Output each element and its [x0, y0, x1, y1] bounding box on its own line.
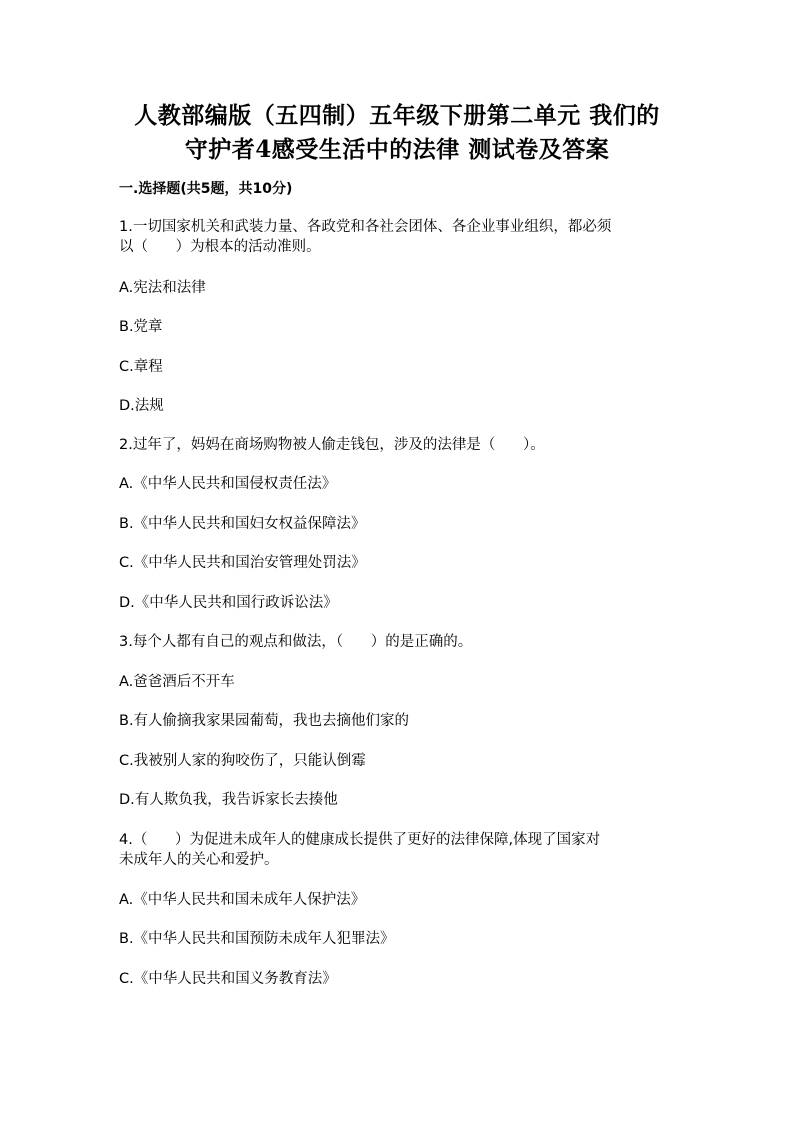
document-title-line-1: 人教部编版（五四制）五年级下册第二单元 我们的 — [134, 102, 660, 129]
question-2-option-a: A.《中华人民共和国侵权责任法》 — [119, 476, 337, 492]
question-3-option-b: B.有人偷摘我家果园葡萄，我也去摘他们家的 — [119, 713, 410, 729]
question-1-option-c: C.章程 — [119, 359, 163, 375]
question-1-stem-line-2: 以（ ）为根本的活动准则。 — [119, 239, 321, 255]
question-4-option-c: C.《中华人民共和国义务教育法》 — [119, 971, 337, 987]
question-4-stem-line-1: 4.（ ）为促进未成年人的健康成长提供了更好的法律保障,体现了国家对 — [119, 832, 601, 848]
question-4-option-b: B.《中华人民共和国预防未成年人犯罪法》 — [119, 931, 395, 947]
question-2-option-b: B.《中华人民共和国妇女权益保障法》 — [119, 516, 366, 532]
question-4-stem-line-2: 未成年人的关心和爱护。 — [119, 852, 279, 868]
question-2-stem-line-1: 2.过年了，妈妈在商场购物被人偷走钱包，涉及的法律是（ ）。 — [119, 437, 545, 453]
question-3-stem-line-1: 3.每个人都有自己的观点和做法，（ ）的是正确的。 — [119, 634, 473, 650]
question-1-option-a: A.宪法和法律 — [119, 280, 206, 296]
document-title-line-2: 守护者4感受生活中的法律 测试卷及答案 — [184, 136, 610, 163]
question-2-option-c: C.《中华人民共和国治安管理处罚法》 — [119, 555, 366, 571]
question-3-option-d: D.有人欺负我，我告诉家长去揍他 — [119, 792, 338, 808]
question-1-option-b: B.党章 — [119, 319, 163, 335]
question-4-option-a: A.《中华人民共和国未成年人保护法》 — [119, 892, 366, 908]
question-3-option-a: A.爸爸酒后不开车 — [119, 674, 235, 690]
question-1-stem-line-1: 1.一切国家机关和武装力量、各政党和各社会团体、各企业事业组织，都必须 — [119, 219, 612, 235]
question-3-option-c: C.我被别人家的狗咬伤了，只能认倒霉 — [119, 753, 366, 769]
question-2-option-d: D.《中华人民共和国行政诉讼法》 — [119, 595, 338, 611]
section-heading: 一.选择题(共5题，共10分) — [119, 181, 293, 197]
question-1-option-d: D.法规 — [119, 398, 164, 414]
